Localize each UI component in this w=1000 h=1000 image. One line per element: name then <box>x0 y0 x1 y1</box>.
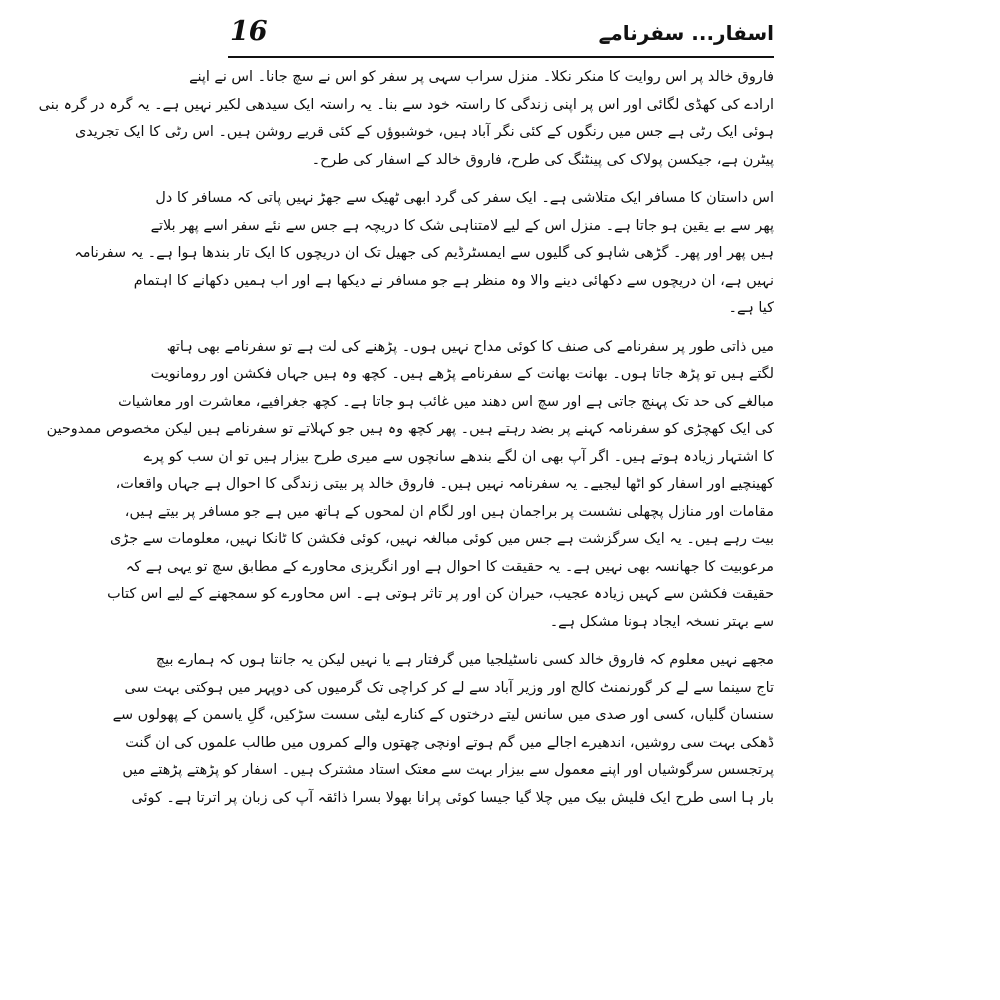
page-header <box>228 12 774 58</box>
text-line: کیا ہے۔ <box>728 300 774 316</box>
text-line: لگتے ہیں تو پڑھ جاتا ہوں۔ بھانت بھانت کے سفرنامے پڑھے ہیں۔ کچھ وہ ہیں جہاں فکشن اور رومانویت <box>150 366 774 382</box>
text-line: پرتجسس سرگوشیاں اور اپنے معمول سے بیزار بہت سے معتک استاد مشترک ہیں۔ اسفار کو پڑھتے پڑھتے میں <box>122 762 774 778</box>
text-line: مقامات اور منازل پچھلی نشست پر براجمان ہیں اور لگام ان لمحوں کے ہاتھ میں ہے جو مسافر پر بیتے ہیں، <box>124 503 774 520</box>
text-line: سے بہتر نسخہ ایجاد ہونا مشکل ہے۔ <box>549 613 774 630</box>
page-number: 16 <box>230 16 268 47</box>
paragraph <box>112 647 774 812</box>
text-line: ہیں پھر اور پھر۔ گڑھی شاہو کی گلیوں سے ایمسٹرڈیم کی جھیل تک ان دریچوں کا ایک تار بندھا ہوا ہے۔ یہ سفرنامہ <box>74 245 774 261</box>
text-line: مبالغے کی حد تک پہنچ جاتی ہے اور سچ اس دھند میں غائب ہو جاتا ہے۔ کچھ جغرافیے، معاشرت اور معاشیات <box>118 393 774 410</box>
text-line: نہیں ہے، ان دریچوں سے دکھائی دینے والا وہ منظر ہے جو مسافر نے دیکھا ہے اور اب ہمیں دکھانے کا اہتمام <box>133 272 774 289</box>
paragraph <box>74 185 774 323</box>
text-line: کھینچیے اور اسفار کو اٹھا لیجیے۔ یہ سفرنامہ نہیں ہیں۔ فاروق خالد پر بیتی زندگی کا احوال ہے جہاں واقعات، <box>115 476 774 492</box>
text-line: حقیقت فکشن سے کہیں زیادہ عجیب، حیران کن اور پر تاثر ہوتی ہے۔ اس محاورے کو سمجھنے کے لیے اس کتاب <box>107 586 774 602</box>
text-line: ڈھکی بہت سی روشیں، اندھیرے اجالے میں گم ہوتے اونچی چھتوں والے کمروں میں طالب علموں کی ان گنت <box>125 734 774 751</box>
text-line: بار ہا اسی طرح ایک فلیش بیک میں چلا گیا جیسا کوئی پرانا بھولا بسرا ذائقہ آپ کی زبان پر اترتا ہے۔ کوئی <box>131 789 774 806</box>
paragraph <box>46 334 774 637</box>
text-line: کی ایک کھچڑی کو سفرنامہ کہنے پر بضد رہتے ہیں۔ پھر کچھ وہ ہیں جو کہلاتے تو سفرنامے ہیں لیکن مخصوص ممدوحین <box>46 421 774 437</box>
text-line: مرعوبیت کا جھانسہ بھی نہیں ہے۔ یہ حقیقت کا احوال ہے اور انگریزی محاورے کے مطابق سچ تو یہی ہے کہ <box>125 558 774 575</box>
text-line: ہوئی ایک رٹی ہے جس میں رنگوں کے کئی نگر آباد ہیں، خوشبوؤں کے کئی قریے روشن ہیں۔ اس رٹی کا ایک تجریدی <box>74 124 774 140</box>
text-line: فاروق خالد پر اس روایت کا منکر نکلا۔ منزل سراب سہی پر سفر کو اس نے سچ جانا۔ اس نے اپنے <box>189 69 774 85</box>
text-line: ارادے کی کھڈی لگائی اور اس پر اپنی زندگی کا راستہ خود سے بنا۔ یہ راستہ ایک سیدھی لکیر نہیں ہے۔ یہ گرہ در گرہ بنی <box>38 96 774 113</box>
running-title: اسفار... سفرنامے <box>598 21 774 45</box>
text-line: پھر سے بے یقین ہو جاتا ہے۔ منزل اس کے لیے لامتناہی شک کا دریچہ ہے جس سے نئے سفر اسے پھر بلاتے <box>150 217 774 234</box>
text-line: مجھے نہیں معلوم کہ فاروق خالد کسی ناسٹیلجیا میں گرفتار ہے یا نہیں لیکن یہ جانتا ہوں کہ ہمارے بیچ <box>155 652 774 668</box>
text-line: سنسان گلیاں، کسی اور صدی میں سانس لیتے درختوں کے کنارے لیٹی سست سڑکیں، گلِ یاسمن کے پھولوں سے <box>112 707 774 723</box>
text-line: تاج سینما سے لے کر گورنمنٹ کالج اور وزیر آباد سے لے کر کراچی تک گرمیوں کی دوپہر میں ہوکتی بہت سی <box>124 679 774 696</box>
text-line: بیت رہے ہیں۔ یہ ایک سرگزشت ہے جس میں کوئی مبالغہ نہیں، کوئی فکشن کا ٹانکا نہیں، معلومات سے جڑی <box>110 531 774 547</box>
text-line: اس داستان کا مسافر ایک متلاشی ہے۔ ایک سفر کی گرد ابھی ٹھیک سے جھڑ نہیں پاتی کہ مسافر کا دل <box>155 190 774 206</box>
text-line: میں ذاتی طور پر سفرنامے کی صنف کا کوئی مداح نہیں ہوں۔ پڑھنے کی لت ہے تو سفرنامے بھی ہاتھ <box>166 338 774 355</box>
text-line: کا اشتہار زیادہ ہوتے ہیں۔ اگر آپ بھی ان لگے بندھے سانچوں سے میری طرح بیزار ہیں تو ان سب کو پرے <box>143 448 774 465</box>
paragraph <box>38 64 774 174</box>
body-text <box>38 64 774 994</box>
text-line: پیٹرن ہے، جیکسن پولاک کی پینٹنگ کی طرح، فاروق خالد کے اسفار کی طرح۔ <box>311 151 774 168</box>
